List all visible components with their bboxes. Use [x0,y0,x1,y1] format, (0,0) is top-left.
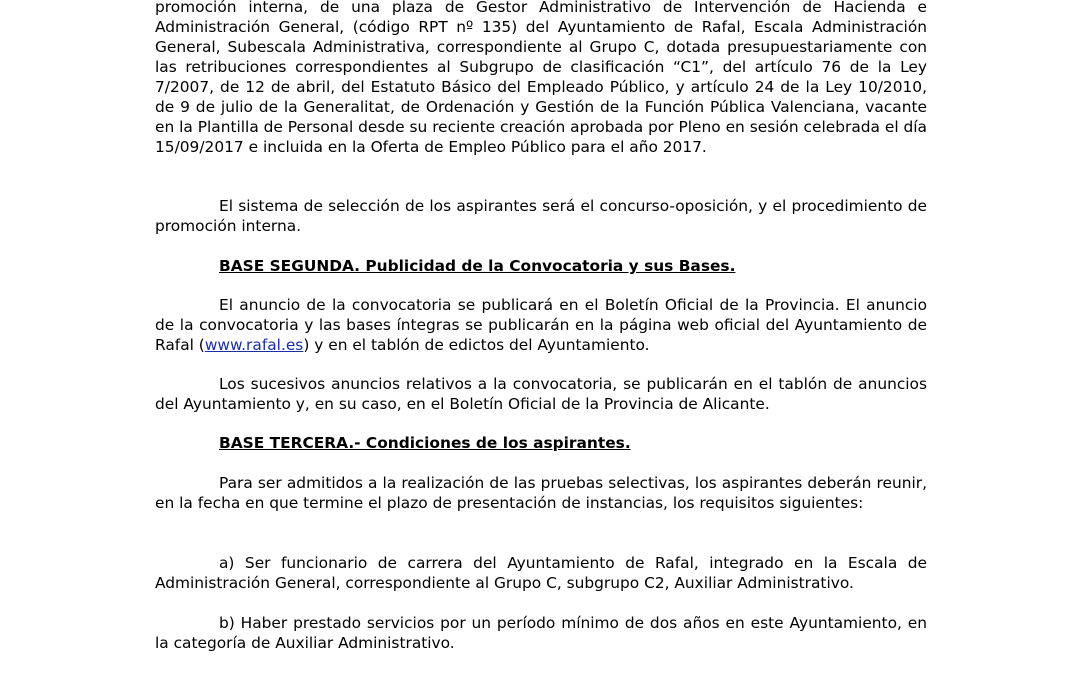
publicity-paragraph [155,295,927,355]
selection-paragraph: El sistema de selección de los aspirantes será el concurso-oposición, y el procedimiento de promoción interna. [155,197,927,235]
requirements-intro: Para ser admitidos a la realización de las pruebas selectivas, los aspirantes deberán reunir, en la fecha en que termine el plazo de presentación de instancias, los requisitos siguientes: [155,474,927,512]
intro-paragraph: promoción interna, de una plaza de Gestor Administrativo de Intervención de Hacienda e Administración General, (código RPT nº 135) del Ayuntamiento de Rafal, Escala Administración General, Subescala Administrativa, correspondiente al Grupo C, dotada presupuestariamente con las retribuciones correspondientes al Subgrupo de clasificación “C1”, del artículo 76 de la Ley 7/2007, de 12 de abril, del Estatuto Básico del Empleado Público, y artículo 24 de la Ley 10/2010, de 9 de julio de la Generalitat, de Ordenación y Gestión de la Función Pública Valenciana, vacante en la Plantilla de Personal desde su reciente creación aprobada por Pleno en sesión celebrada el día 15/09/2017 e incluida en la Oferta de Empleo Público para el año 2017. [155,0,927,156]
publicity-text-end: ) y en el tablón de edictos del Ayuntamiento. [303,336,650,354]
announcements-paragraph: Los sucesivos anuncios relativos a la convocatoria, se publicarán en el tablón de anuncios del Ayuntamiento y, en su caso, en el Boletín Oficial de la Provincia de Alicante. [155,375,927,413]
requirement-item-b: b) Haber prestado servicios por un período mínimo de dos años en este Ayuntamiento, en la categoría de Auxiliar Administrativo. [155,614,927,652]
base-segunda-heading: BASE SEGUNDA. Publicidad de la Convocatoria y sus Bases. [219,257,736,275]
requirement-item-a: a) Ser funcionario de carrera del Ayuntamiento de Rafal, integrado en la Escala de Administración General, correspondiente al Grupo C, subgrupo C2, Auxiliar Administrativo. [155,554,927,592]
base-tercera-heading: BASE TERCERA.- Condiciones de los aspirantes. [219,434,631,452]
rafal-website-link[interactable]: www.rafal.es [204,336,304,354]
publicity-text-start: El anuncio de la convocatoria se publicará en el Boletín Oficial de la Provincia. El anuncio de la convocatoria y las bases íntegras se publicarán en la página web oficial del Ayuntamiento de Rafal ( [155,296,927,354]
